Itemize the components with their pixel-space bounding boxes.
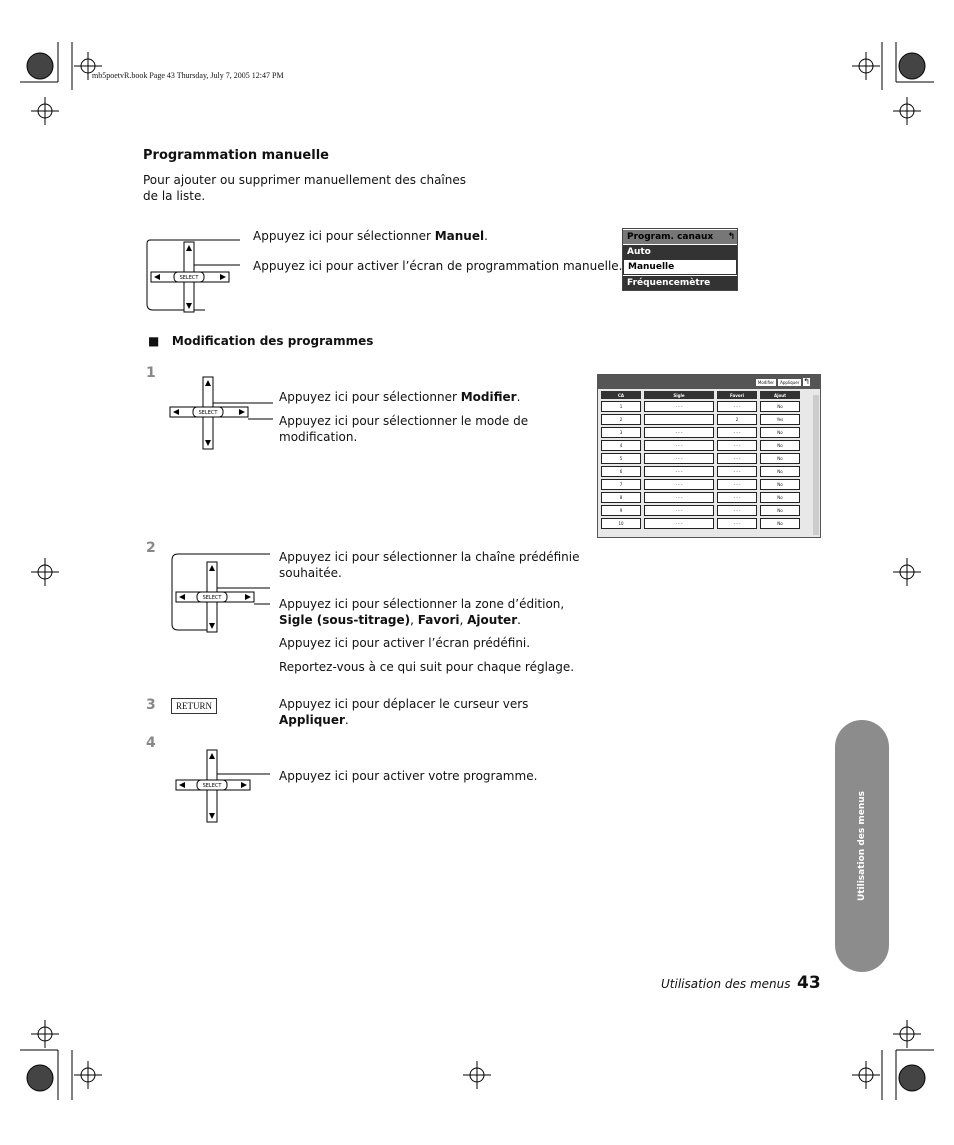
menu-item-manuelle[interactable]: Manuelle bbox=[623, 259, 737, 275]
table-cell: - - - bbox=[717, 453, 757, 464]
section-title: Programmation manuelle bbox=[143, 148, 329, 163]
channel-table bbox=[598, 389, 803, 531]
dpad-step4-icon bbox=[172, 748, 272, 824]
intro-line-1: Pour ajouter ou supprimer manuellement des chaînes bbox=[143, 173, 466, 187]
intro-line-2: de la liste. bbox=[143, 189, 206, 203]
step3-instruction: Appuyez ici pour déplacer le curseur vers Appliquer. bbox=[279, 697, 529, 727]
table-cell: No bbox=[760, 440, 800, 451]
table-row[interactable] bbox=[601, 518, 800, 529]
program-channels-menu bbox=[622, 228, 738, 291]
table-cell: - - - bbox=[717, 401, 757, 412]
table-cell: No bbox=[760, 492, 800, 503]
table-row[interactable] bbox=[601, 414, 800, 425]
svg-text:SELECT: SELECT bbox=[202, 595, 222, 601]
table-cell: 6 bbox=[601, 466, 641, 477]
dpad-remote-icon bbox=[145, 232, 245, 314]
appliquer-button[interactable]: Appliquer bbox=[780, 379, 800, 385]
table-cell: No bbox=[760, 401, 800, 412]
step-4-number: 4 bbox=[146, 735, 156, 751]
table-toolbar bbox=[598, 375, 820, 389]
table-row[interactable] bbox=[601, 505, 800, 516]
table-cell: 4 bbox=[601, 440, 641, 451]
table-cell: 2 bbox=[601, 414, 641, 425]
table-cell: - - - bbox=[644, 401, 714, 412]
table-cell: Yes bbox=[760, 414, 800, 425]
table-cell: - - - bbox=[717, 427, 757, 438]
table-cell: No bbox=[760, 518, 800, 529]
table-cell: 5 bbox=[601, 453, 641, 464]
step2-instruction-4: Reportez-vous à ce qui suit pour chaque réglage. bbox=[279, 660, 575, 674]
step2-instruction-2: Appuyez ici pour sélectionner la zone d’édition, Sigle (sous-titrage), Favori, Ajouter. bbox=[279, 597, 565, 627]
table-row[interactable] bbox=[601, 427, 800, 438]
table-cell: - - - bbox=[644, 505, 714, 516]
table-cell: - - - bbox=[717, 440, 757, 451]
table-row[interactable] bbox=[601, 453, 800, 464]
step-2-number: 2 bbox=[146, 540, 156, 556]
dpad-step2-icon bbox=[170, 552, 270, 634]
menu-item-frequencemetre[interactable]: Fréquencemètre bbox=[623, 275, 737, 290]
table-cell: 3 bbox=[601, 427, 641, 438]
bullet-icon: ■ bbox=[148, 334, 160, 348]
step1-instruction-1: Appuyez ici pour sélectionner Modifier. bbox=[279, 390, 521, 404]
table-cell bbox=[644, 414, 714, 425]
table-row[interactable] bbox=[601, 479, 800, 490]
table-cell: 8 bbox=[601, 492, 641, 503]
return-button[interactable]: RETURN bbox=[171, 698, 217, 714]
table-cell: No bbox=[760, 505, 800, 516]
table-cell: - - - bbox=[717, 466, 757, 477]
table-cell: No bbox=[760, 453, 800, 464]
col-sigle: Sigle bbox=[644, 391, 714, 399]
svg-text:SELECT: SELECT bbox=[202, 783, 222, 789]
table-cell: - - - bbox=[644, 453, 714, 464]
table-row[interactable] bbox=[601, 440, 800, 451]
col-ca: CA bbox=[601, 391, 641, 399]
page-number: 43 bbox=[797, 973, 821, 993]
step2-instruction-3: Appuyez ici pour activer l’écran prédéfini. bbox=[279, 636, 531, 650]
table-cell: No bbox=[760, 479, 800, 490]
table-cell: 10 bbox=[601, 518, 641, 529]
dpad-select-label: SELECT bbox=[179, 275, 199, 281]
dpad-step1-icon bbox=[168, 375, 273, 455]
intro-text bbox=[143, 172, 466, 204]
table-cell: - - - bbox=[717, 505, 757, 516]
step2-instruction-1: Appuyez ici pour sélectionner la chaîne prédéfinie souhaitée. bbox=[279, 550, 580, 580]
table-cell: No bbox=[760, 427, 800, 438]
table-cell: - - - bbox=[644, 466, 714, 477]
manual-instruction-2: Appuyez ici pour activer l’écran de programmation manuelle. bbox=[253, 259, 623, 273]
table-cell: No bbox=[760, 466, 800, 477]
step1-instruction-2: Appuyez ici pour sélectionner le mode de modification. bbox=[279, 414, 529, 444]
svg-text:SELECT: SELECT bbox=[198, 410, 218, 416]
col-ajout: Ajout bbox=[760, 391, 800, 399]
table-cell: - - - bbox=[644, 440, 714, 451]
table-cell: - - - bbox=[644, 518, 714, 529]
table-cell: 9 bbox=[601, 505, 641, 516]
table-cell: - - - bbox=[717, 479, 757, 490]
file-header-line: mb5poetvR.book Page 43 Thursday, July 7, 2005 12:47 PM bbox=[92, 71, 284, 80]
channel-table-screen bbox=[597, 374, 821, 538]
footer-section: Utilisation des menus bbox=[661, 977, 791, 991]
modifier-button[interactable]: Modifier bbox=[757, 379, 775, 385]
table-scrollbar[interactable] bbox=[813, 395, 819, 535]
side-chapter-tab bbox=[835, 720, 889, 972]
table-cell: 7 bbox=[601, 479, 641, 490]
step-3-number: 3 bbox=[146, 697, 156, 713]
subsection-heading: ■ Modification des programmes bbox=[148, 334, 374, 348]
table-cell: - - - bbox=[717, 518, 757, 529]
table-cell: - - - bbox=[644, 479, 714, 490]
step4-instruction: Appuyez ici pour activer votre programme. bbox=[279, 769, 538, 783]
table-row[interactable] bbox=[601, 401, 800, 412]
side-tab-label: Utilisation des menus bbox=[857, 790, 867, 902]
step-1-number: 1 bbox=[146, 365, 156, 381]
col-favori: Favori bbox=[717, 391, 757, 399]
table-cell: - - - bbox=[644, 427, 714, 438]
table-cell: - - - bbox=[717, 492, 757, 503]
table-row[interactable] bbox=[601, 492, 800, 503]
return-arrow-icon: ↰ bbox=[727, 232, 735, 242]
table-row[interactable] bbox=[601, 466, 800, 477]
return-arrow-icon[interactable]: ↰ bbox=[803, 377, 810, 386]
menu-title: Program. canaux ↰ bbox=[623, 229, 737, 244]
table-cell: 2 bbox=[717, 414, 757, 425]
table-cell: - - - bbox=[644, 492, 714, 503]
manual-instruction-1: Appuyez ici pour sélectionner Manuel. bbox=[253, 229, 488, 243]
table-cell: 1 bbox=[601, 401, 641, 412]
menu-item-auto[interactable]: Auto bbox=[623, 244, 737, 259]
